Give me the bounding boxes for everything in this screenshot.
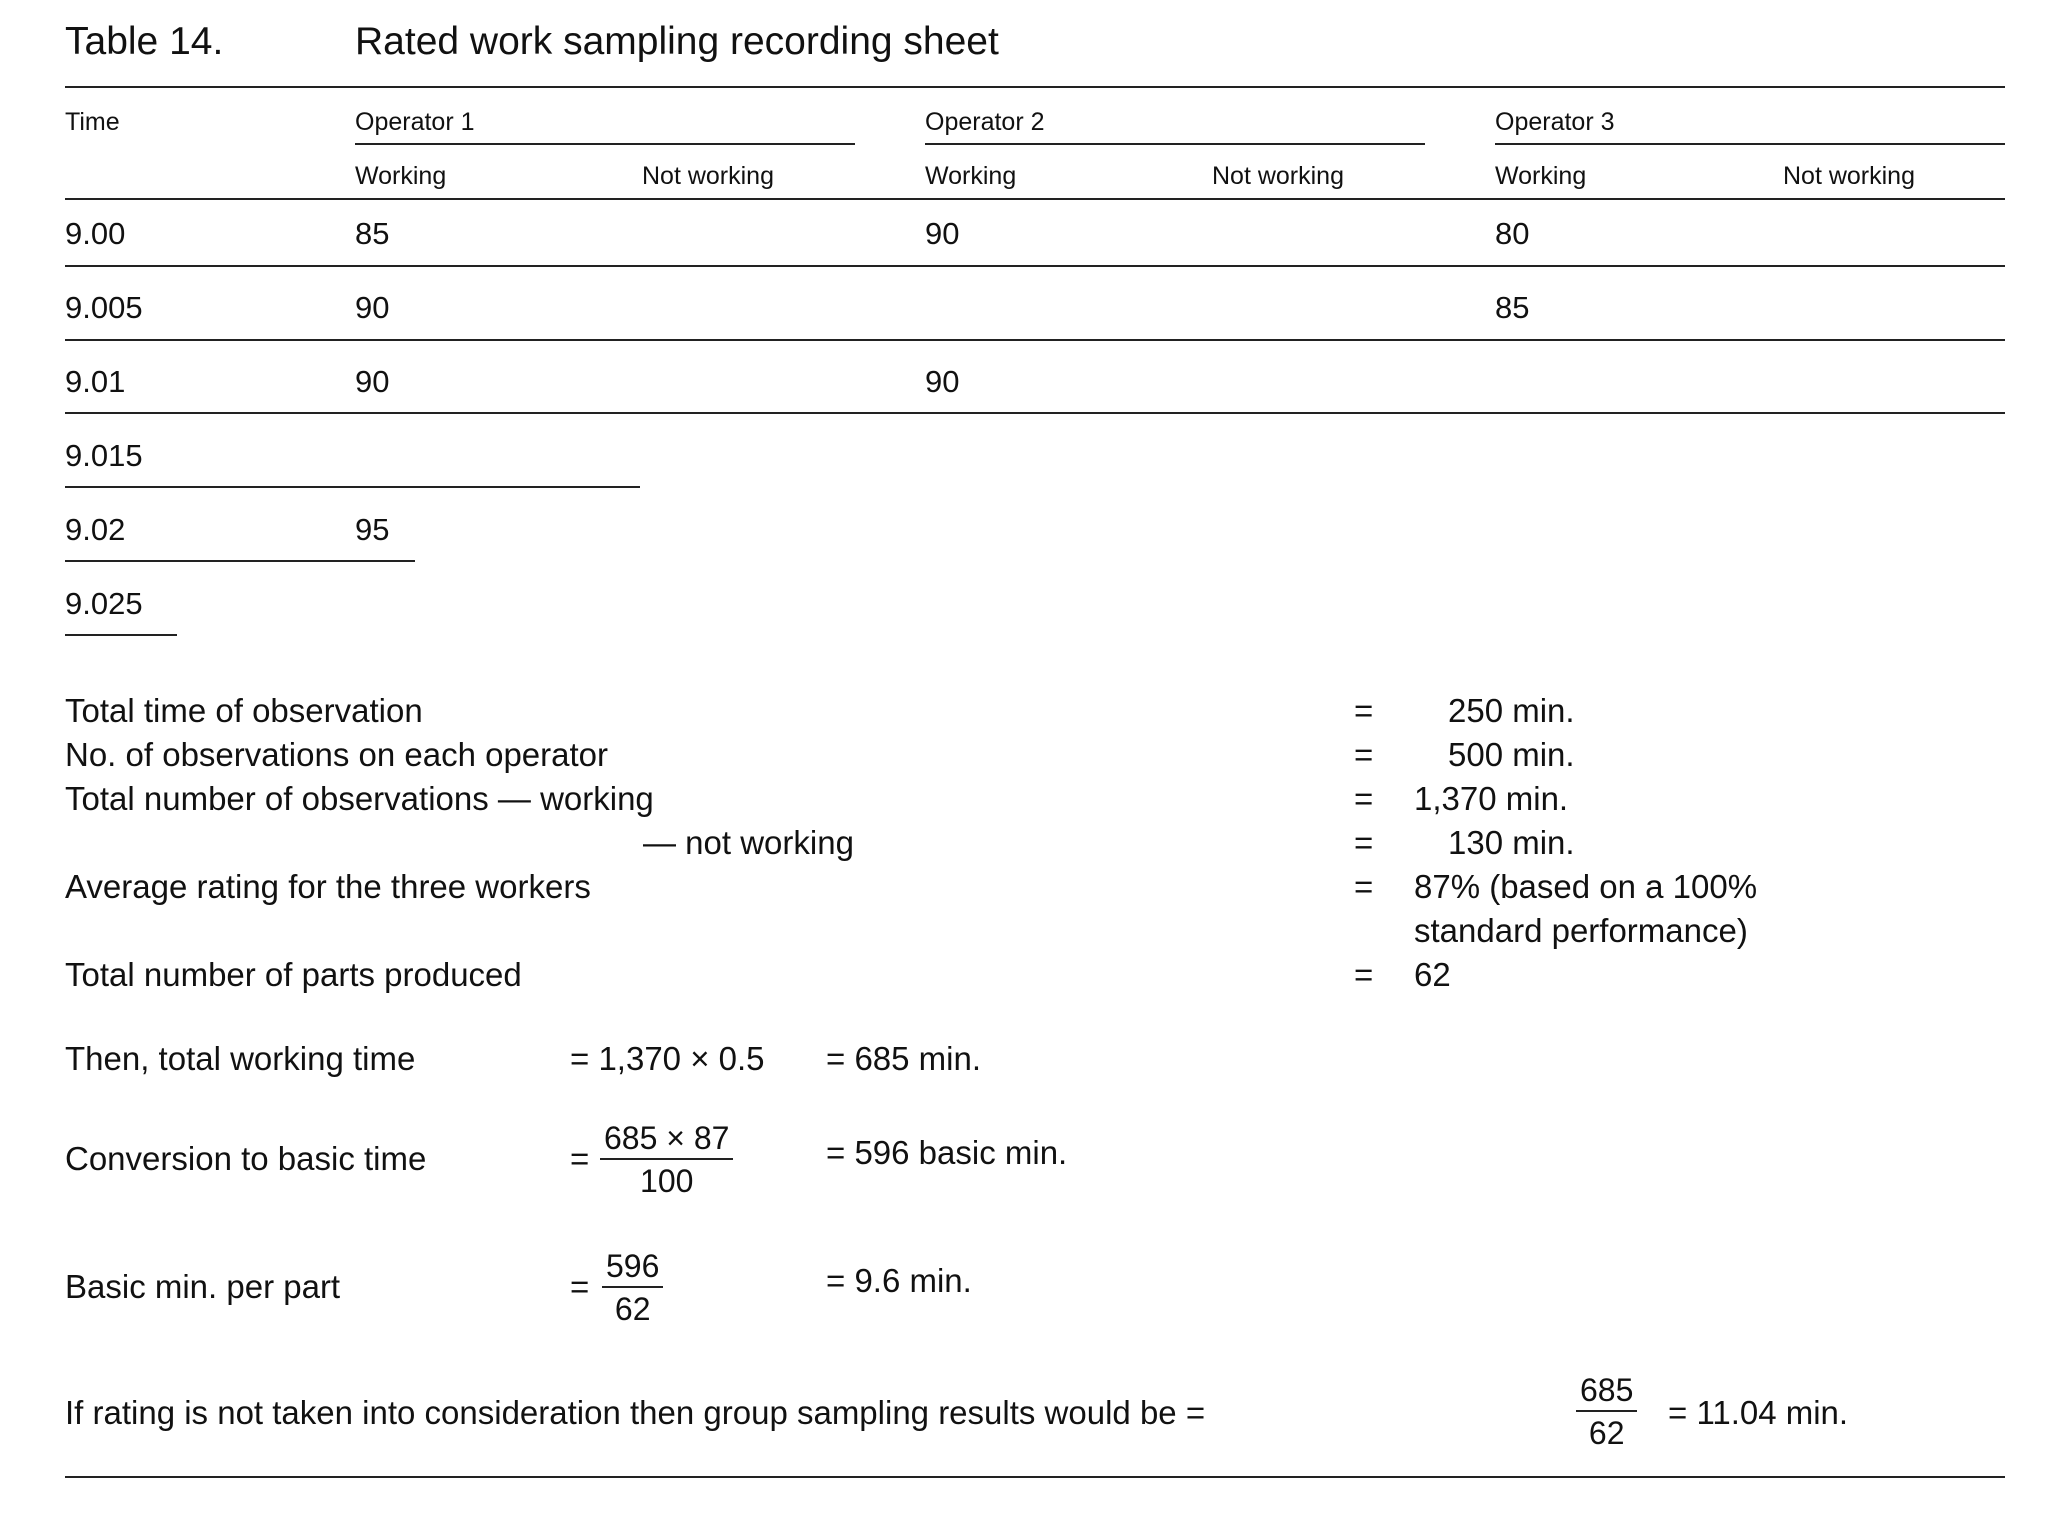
operator-3-header: Operator 3 [1495,108,1615,136]
basic-per-part-label: Basic min. per part [65,1268,341,1305]
summary-equals: = [1354,868,1374,905]
table-row-time: 9.02 [65,512,126,547]
operator-3-rule [1495,143,2005,145]
basic-per-part-result: = 9.6 min. [826,1262,972,1299]
op2-working-header: Working [925,162,1017,190]
op3-working-cell: 80 [1495,216,1530,251]
row-rule [65,560,415,562]
working-time-expression: = 1,370 × 0.5 [570,1040,765,1077]
summary-equals: = [1354,692,1374,729]
table-row-time: 9.01 [65,364,126,399]
basic-time-result: = 596 basic min. [826,1134,1068,1171]
op1-working-cell: 90 [355,364,390,399]
table-row-time: 9.015 [65,438,143,473]
summary-equals: = [1354,824,1374,861]
op1-working-cell: 85 [355,216,390,251]
fraction-numerator: 596 [602,1246,663,1288]
summary-value: 250 min. [1448,692,1575,729]
operator-2-header: Operator 2 [925,108,1045,136]
fraction-denominator: 62 [1588,1415,1625,1451]
basic-time-fraction [600,1118,733,1202]
no-rating-result: = 11.04 min. [1668,1394,1849,1431]
op1-working-cell: 95 [355,512,390,547]
op2-working-cell: 90 [925,364,960,399]
header-bottom-rule [65,198,2005,200]
row-rule [65,486,640,488]
table-row-time: 9.005 [65,290,143,325]
basic-time-equals: = [570,1140,590,1177]
summary-value: 130 min. [1448,824,1575,861]
summary-value: 1,370 min. [1414,780,1569,817]
op1-working-header: Working [355,162,447,190]
summary-label: Total number of parts produced [65,956,522,993]
table-top-rule [65,86,2005,88]
fraction-denominator: 62 [614,1291,651,1327]
op2-not-working-header: Not working [1212,162,1344,190]
table-number: Table 14. [65,20,224,63]
time-header: Time [65,108,120,136]
basic-per-part-equals: = [570,1268,590,1305]
summary-equals: = [1354,736,1374,773]
no-rating-label: If rating is not taken into consideration then group sampling results would be = [65,1394,1206,1431]
table-title: Rated work sampling recording sheet [355,20,999,63]
summary-value: 87% (based on a 100% [1414,868,1758,905]
summary-label: Total time of observation [65,692,423,729]
summary-value: 500 min. [1448,736,1575,773]
fraction-numerator: 685 [1576,1370,1637,1412]
row-rule [65,339,2005,341]
summary-label: Total number of observations — working [65,780,654,817]
table-row-time: 9.00 [65,216,126,251]
bottom-rule [65,1476,2005,1478]
summary-label: — not working [643,824,854,861]
no-rating-fraction [1576,1370,1637,1454]
op2-working-cell: 90 [925,216,960,251]
row-rule [65,412,2005,414]
row-rule [65,634,177,636]
summary-value-continued: standard performance) [1414,912,1748,949]
operator-2-rule [925,143,1425,145]
row-rule [65,265,2005,267]
working-time-label: Then, total working time [65,1040,416,1077]
op3-working-cell: 85 [1495,290,1530,325]
fraction-numerator: 685 × 87 [600,1118,733,1160]
basic-per-part-fraction [602,1246,663,1330]
summary-label: No. of observations on each operator [65,736,609,773]
op1-not-working-header: Not working [642,162,774,190]
operator-1-header: Operator 1 [355,108,475,136]
op3-not-working-header: Not working [1783,162,1915,190]
summary-label: Average rating for the three workers [65,868,591,905]
table-row-time: 9.025 [65,586,143,621]
summary-equals: = [1354,956,1374,993]
summary-equals: = [1354,780,1374,817]
basic-time-label: Conversion to basic time [65,1140,427,1177]
op1-working-cell: 90 [355,290,390,325]
operator-1-rule [355,143,855,145]
op3-working-header: Working [1495,162,1587,190]
summary-value: 62 [1414,956,1451,993]
fraction-denominator: 100 [640,1163,694,1199]
working-time-result: = 685 min. [826,1040,982,1077]
